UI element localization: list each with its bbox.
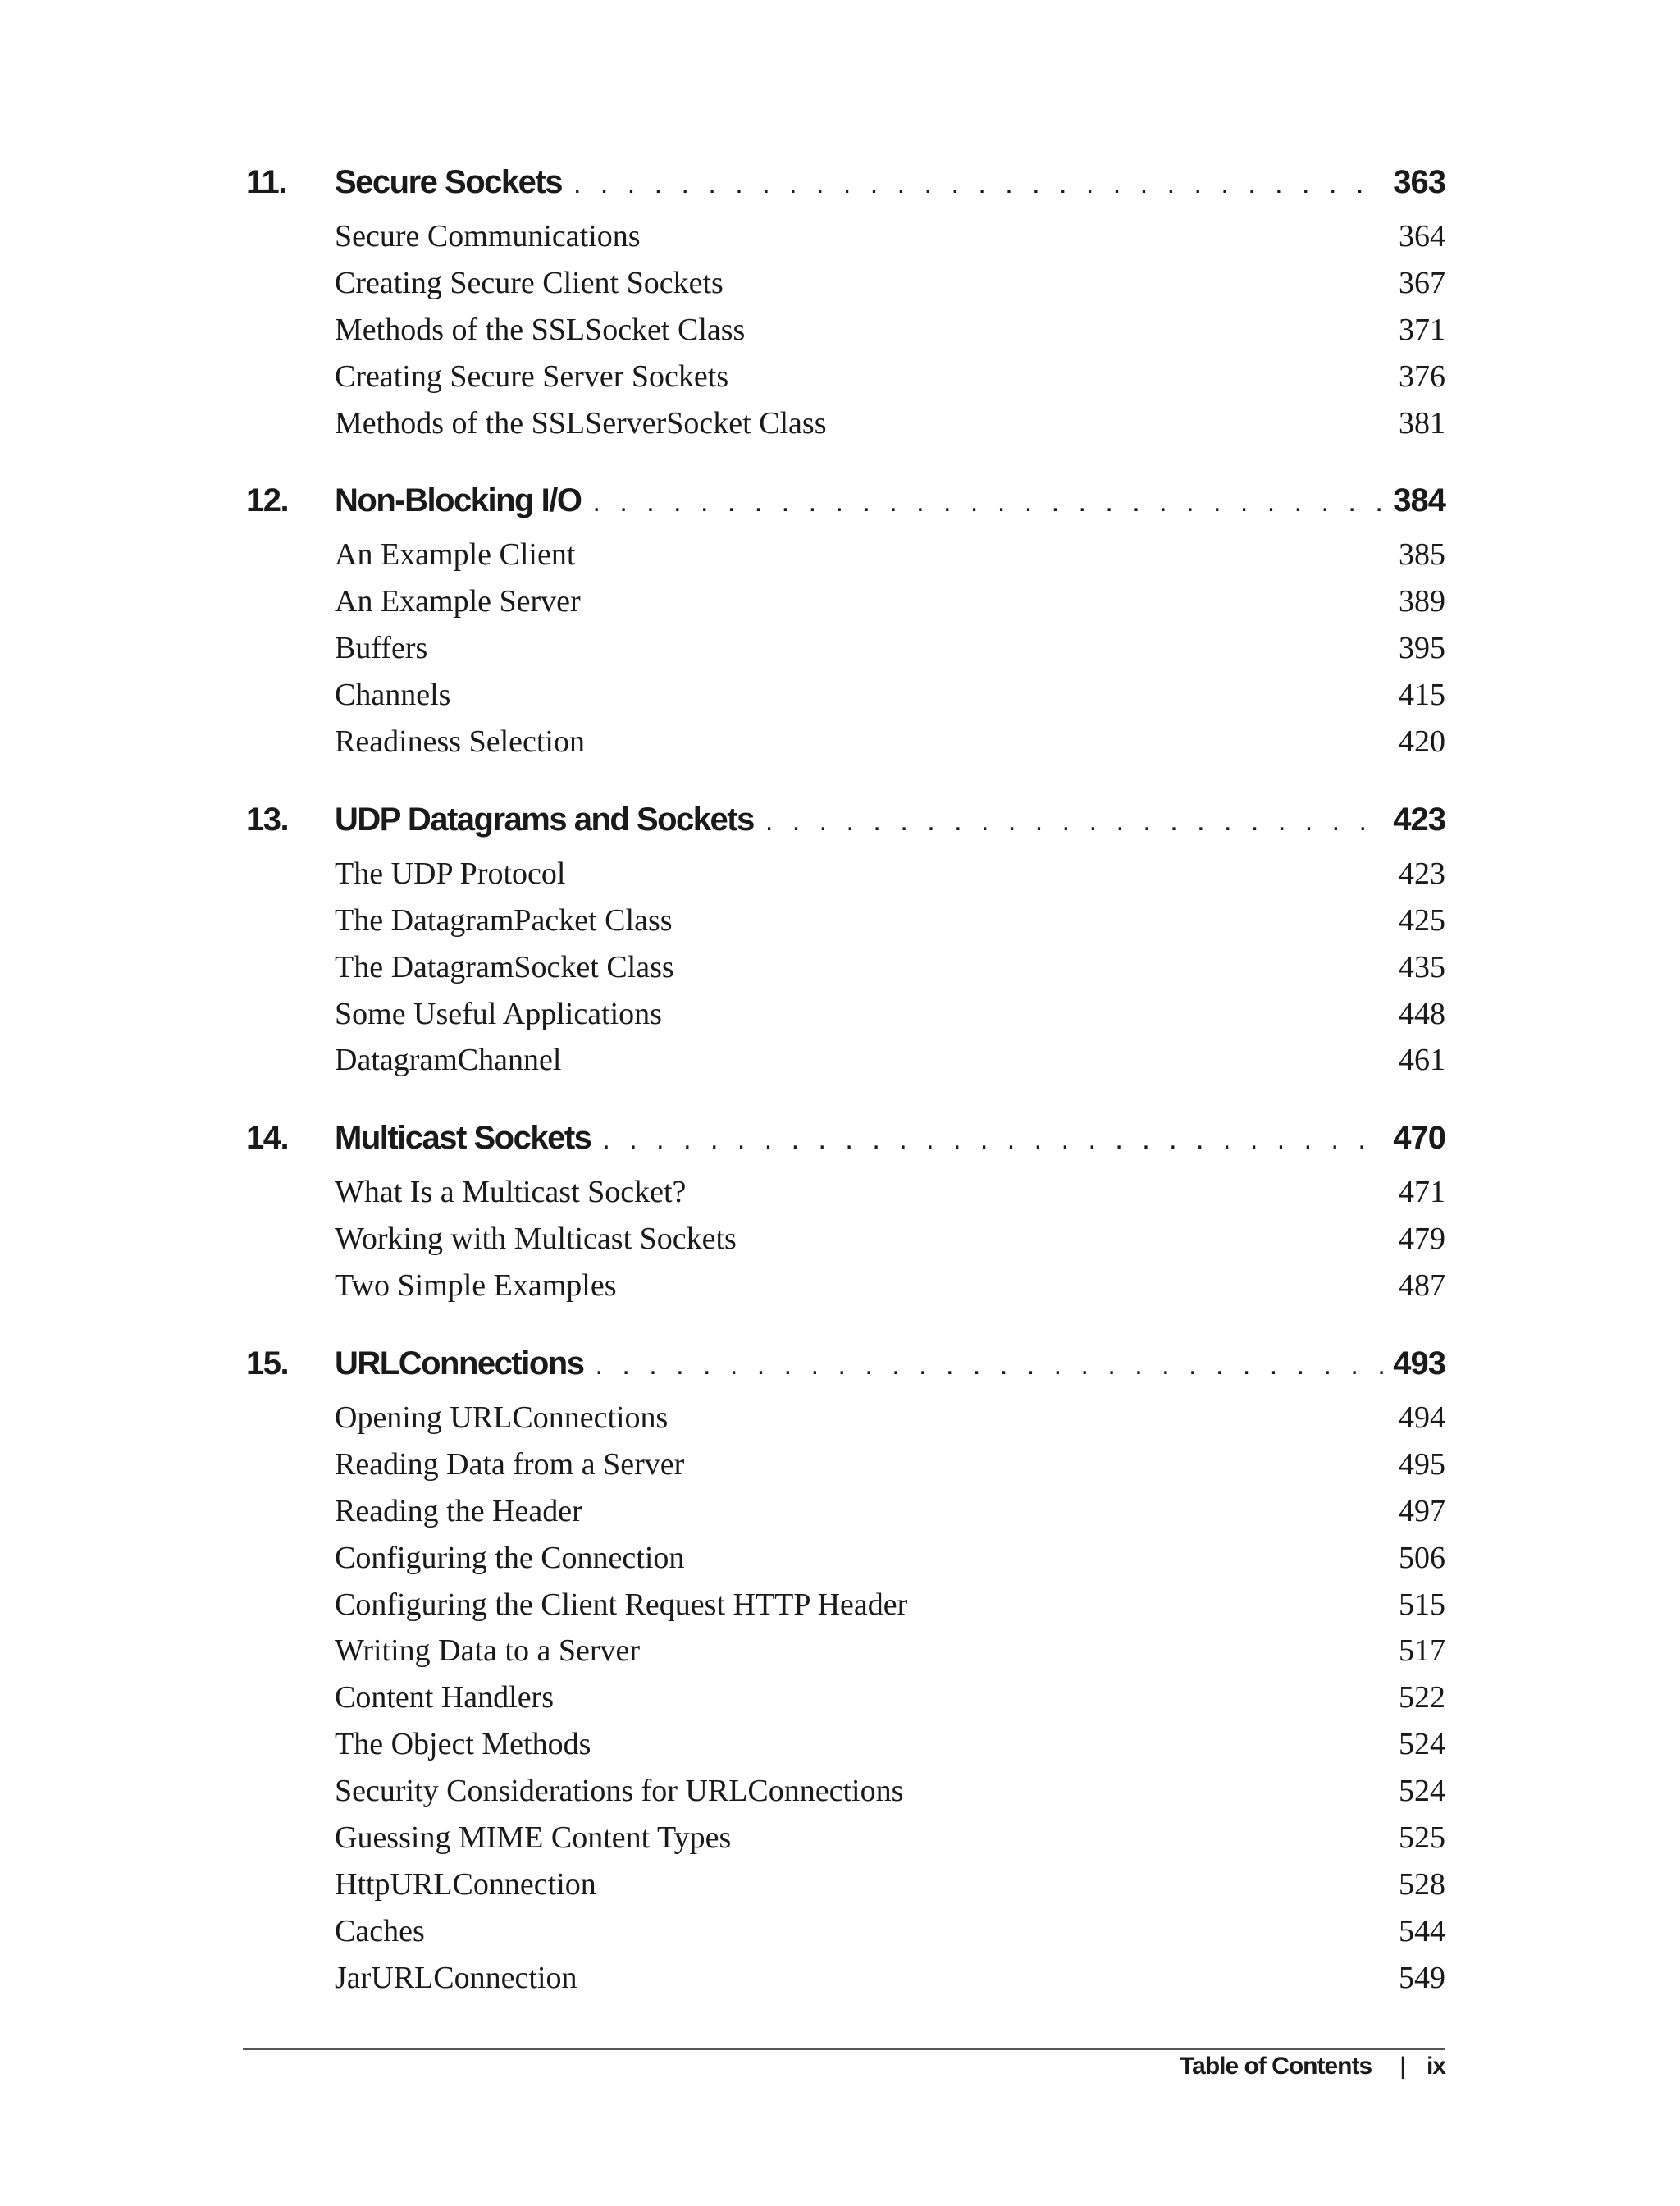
section-title: Two Simple Examples [335, 1268, 617, 1304]
chapter-number: 14. [246, 1120, 289, 1157]
section-page-number: 528 [1399, 1866, 1445, 1902]
section-title: Readiness Selection [335, 724, 585, 760]
section-title: The DatagramPacket Class [335, 902, 673, 938]
section-page-number: 495 [1399, 1446, 1445, 1482]
section-title: An Example Server [335, 584, 581, 619]
section-entry[interactable] [246, 312, 1445, 359]
section-list [246, 537, 1445, 770]
section-title: The DatagramSocket Class [335, 949, 674, 984]
chapter-heading[interactable] [246, 164, 1445, 218]
chapter-heading[interactable] [246, 482, 1445, 537]
section-page-number: 385 [1399, 537, 1445, 573]
section-title: The UDP Protocol [335, 856, 566, 891]
chapter-title: Multicast Sockets [335, 1120, 591, 1157]
section-title: Reading Data from a Server [335, 1446, 685, 1482]
section-page-number: 381 [1399, 405, 1445, 441]
chapter-title: URLConnections [335, 1345, 584, 1382]
footer-separator: | [1399, 2053, 1405, 2080]
section-entry[interactable] [246, 1726, 1445, 1773]
chapter-entry [246, 482, 1445, 770]
section-title: Content Handlers [335, 1680, 555, 1715]
section-page-number: 487 [1399, 1268, 1445, 1304]
section-entry[interactable] [246, 537, 1445, 583]
section-title: Guessing MIME Content Types [335, 1820, 732, 1856]
section-page-number: 524 [1399, 1774, 1445, 1809]
section-page-number: 395 [1399, 631, 1445, 666]
section-list [246, 218, 1445, 451]
section-entry[interactable] [246, 1913, 1445, 1960]
chapter-page-number: 384 [1393, 482, 1445, 519]
footer-label: Table of Contents [1180, 2053, 1372, 2080]
section-page-number: 420 [1399, 724, 1445, 760]
chapter-heading[interactable] [246, 1120, 1445, 1174]
section-entry[interactable] [246, 218, 1445, 265]
section-page-number: 497 [1399, 1493, 1445, 1528]
section-title: Channels [335, 678, 451, 713]
section-page-number: 376 [1399, 359, 1445, 394]
dot-leader [573, 168, 1385, 200]
section-list [246, 1174, 1445, 1314]
section-entry[interactable] [246, 1866, 1445, 1913]
section-entry[interactable] [246, 1493, 1445, 1540]
section-entry[interactable] [246, 1400, 1445, 1446]
dot-leader [592, 486, 1385, 518]
section-page-number: 471 [1399, 1175, 1445, 1210]
chapter-page-number: 470 [1393, 1120, 1445, 1157]
section-title: Reading the Header [335, 1493, 582, 1528]
chapter-page-number: 493 [1393, 1345, 1445, 1382]
section-entry[interactable] [246, 996, 1445, 1043]
section-list [246, 1400, 1445, 2007]
section-entry[interactable] [246, 677, 1445, 724]
section-title: Writing Data to a Server [335, 1633, 641, 1669]
section-title: Methods of the SSLSocket Class [335, 312, 746, 347]
section-page-number: 544 [1399, 1913, 1445, 1948]
section-page-number: 371 [1399, 312, 1445, 347]
section-title: Some Useful Applications [335, 996, 662, 1031]
section-page-number: 423 [1399, 856, 1445, 891]
section-page-number: 364 [1399, 219, 1445, 253]
section-entry[interactable] [246, 1446, 1445, 1493]
chapter-entry [246, 802, 1445, 1089]
section-page-number: 389 [1399, 584, 1445, 619]
section-title: Configuring the Client Request HTTP Header [335, 1587, 908, 1622]
section-page-number: 448 [1399, 996, 1445, 1031]
section-page-number: 435 [1399, 949, 1445, 984]
section-entry[interactable] [246, 1540, 1445, 1587]
section-title: Caches [335, 1913, 425, 1948]
section-page-number: 524 [1399, 1727, 1445, 1762]
section-page-number: 367 [1399, 265, 1445, 300]
dot-leader [765, 806, 1385, 838]
section-page-number: 506 [1399, 1540, 1445, 1575]
chapter-page-number: 423 [1393, 801, 1445, 838]
section-title: What Is a Multicast Socket? [335, 1175, 687, 1210]
section-title: Working with Multicast Sockets [335, 1222, 737, 1257]
section-page-number: 525 [1399, 1820, 1445, 1856]
section-page-number: 425 [1399, 902, 1445, 938]
section-title: JarURLConnection [335, 1960, 578, 1995]
section-entry[interactable] [246, 359, 1445, 405]
chapter-number: 11. [246, 164, 286, 200]
section-title: DatagramChannel [335, 1043, 562, 1078]
section-page-number: 549 [1399, 1960, 1445, 1995]
table-of-contents [246, 164, 1445, 2038]
section-entry[interactable] [246, 1820, 1445, 1866]
section-title: Opening URLConnections [335, 1400, 669, 1436]
page-footer [1180, 2053, 1445, 2080]
section-entry[interactable] [246, 1174, 1445, 1221]
section-entry[interactable] [246, 1960, 1445, 2007]
section-page-number: 515 [1399, 1587, 1445, 1622]
chapter-entry [246, 164, 1445, 451]
section-entry[interactable] [246, 630, 1445, 677]
section-entry[interactable] [246, 1633, 1445, 1679]
section-entry[interactable] [246, 265, 1445, 312]
chapter-page-number: 363 [1393, 164, 1445, 200]
footer-rule [243, 2048, 1445, 2050]
chapter-number: 15. [246, 1345, 289, 1382]
section-entry[interactable] [246, 1267, 1445, 1314]
chapter-heading[interactable] [246, 802, 1445, 856]
section-title: Buffers [335, 631, 428, 666]
dot-leader [595, 1350, 1385, 1382]
section-title: HttpURLConnection [335, 1866, 596, 1902]
section-page-number: 494 [1399, 1400, 1445, 1436]
section-entry[interactable] [246, 724, 1445, 770]
chapter-number: 12. [246, 482, 289, 519]
section-page-number: 517 [1399, 1633, 1445, 1669]
section-entry[interactable] [246, 856, 1445, 902]
section-entry[interactable] [246, 1773, 1445, 1820]
chapter-heading[interactable] [246, 1345, 1445, 1400]
section-title: Security Considerations for URLConnections [335, 1774, 904, 1809]
section-title: Creating Secure Client Sockets [335, 265, 724, 300]
section-entry[interactable] [246, 949, 1445, 996]
dot-leader [602, 1124, 1385, 1156]
chapter-number: 13. [246, 801, 289, 838]
section-entry[interactable] [246, 405, 1445, 452]
section-list [246, 856, 1445, 1089]
section-entry[interactable] [246, 902, 1445, 949]
section-page-number: 479 [1399, 1222, 1445, 1257]
section-title: Configuring the Connection [335, 1540, 685, 1575]
footer-page-number: ix [1426, 2053, 1445, 2080]
chapter-title: Non-Blocking I/O [335, 482, 582, 519]
section-page-number: 461 [1399, 1043, 1445, 1078]
section-title: Secure Communications [335, 219, 641, 253]
section-entry[interactable] [246, 1587, 1445, 1633]
section-entry[interactable] [246, 1221, 1445, 1267]
chapter-entry [246, 1345, 1445, 2007]
chapter-title: UDP Datagrams and Sockets [335, 801, 754, 838]
chapter-title: Secure Sockets [335, 164, 562, 200]
section-page-number: 522 [1399, 1680, 1445, 1715]
section-page-number: 415 [1399, 678, 1445, 713]
section-entry[interactable] [246, 583, 1445, 630]
section-title: The Object Methods [335, 1727, 591, 1762]
chapter-entry [246, 1120, 1445, 1314]
section-entry[interactable] [246, 1679, 1445, 1726]
section-title: An Example Client [335, 537, 576, 573]
section-title: Methods of the SSLServerSocket Class [335, 405, 827, 441]
section-title: Creating Secure Server Sockets [335, 359, 729, 394]
section-entry[interactable] [246, 1042, 1445, 1089]
